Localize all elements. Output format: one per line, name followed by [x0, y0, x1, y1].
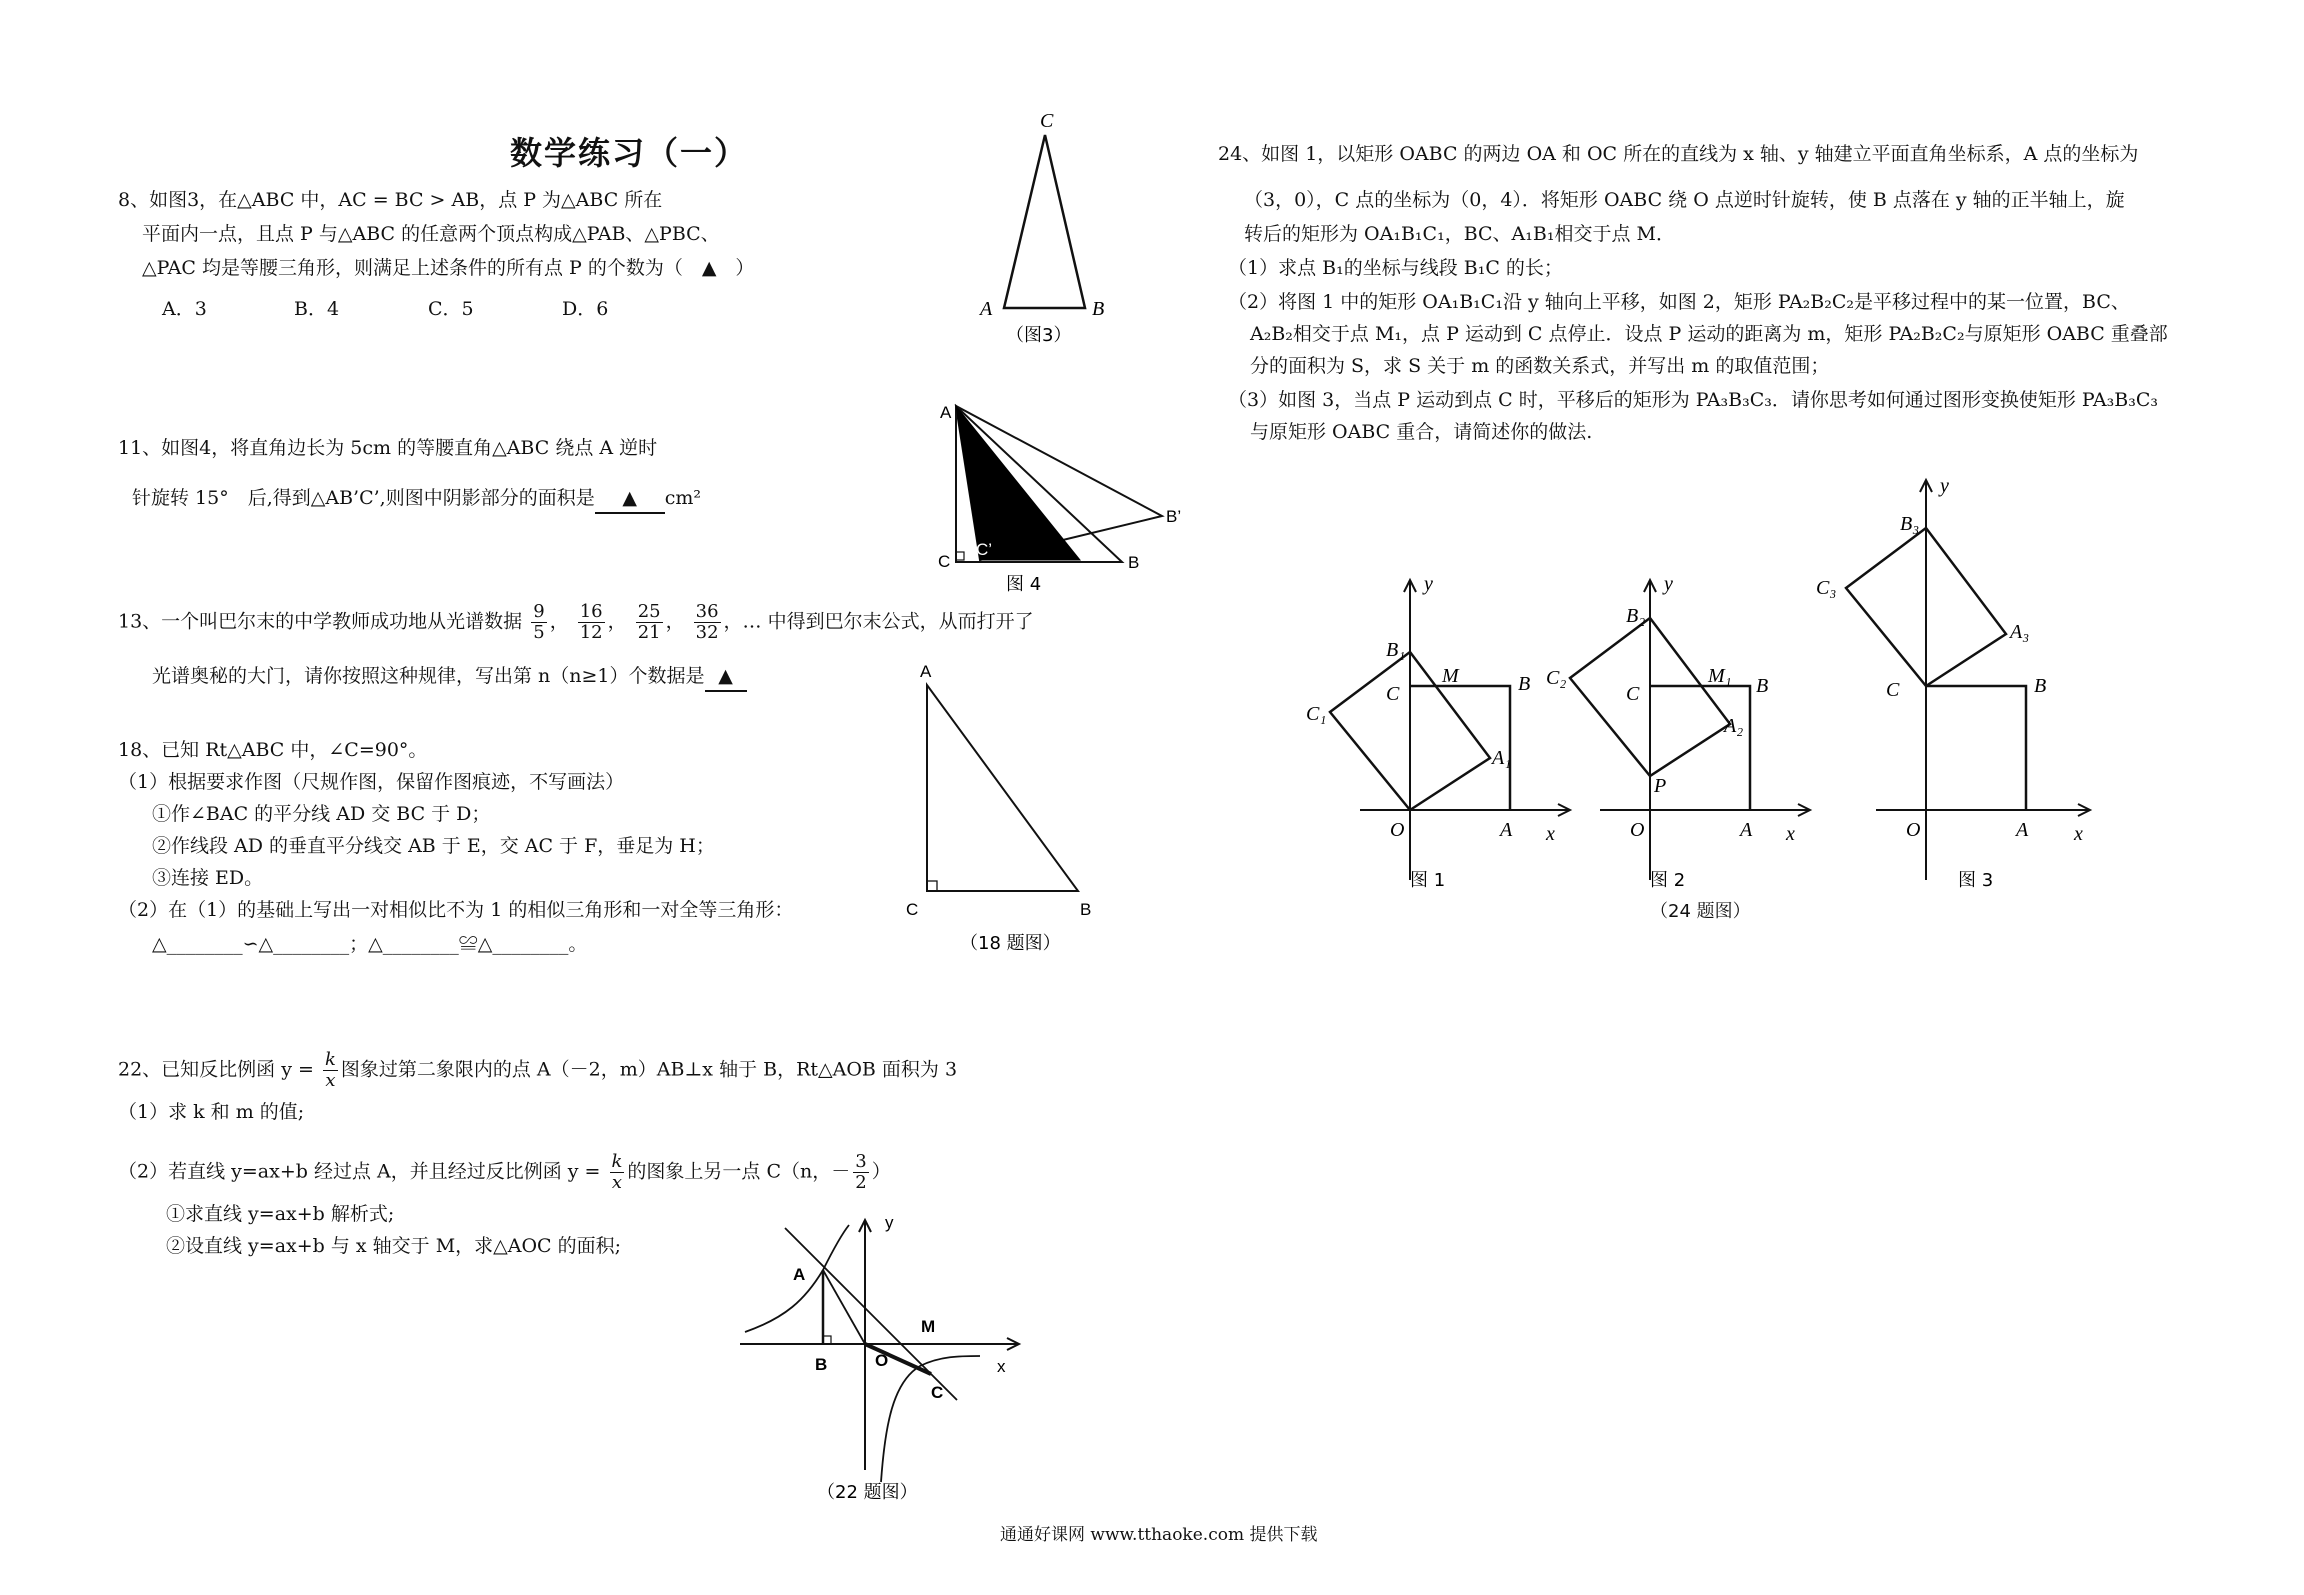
fig2-label-b: B: [1756, 675, 1769, 697]
q22-frac2a-num: k: [611, 1151, 623, 1172]
fig3-label-a: A: [2016, 819, 2029, 841]
q22-line3: [118, 1152, 891, 1193]
q18-line3: ①作∠BAC 的平分线 AD 交 BC 于 D；: [152, 803, 491, 825]
fig1-label-b1: B₁: [1386, 639, 1406, 661]
q18-label-b: B: [1080, 900, 1092, 919]
q24-line8: （3）如图 3，当点 P 运动到点 C 时，平移后的矩形为 PA₃B₃C₃．请你思考如何通过图形变换使矩形 PA₃B₃C₃: [1228, 389, 2159, 411]
q13-line1: 13、一个叫巴尔末的中学教师成功地从光谱数据 $\frac{9}{5}$ ， $\frac{16}{12}$ ， $\frac{25}{21}$ ， $\frac{36}{32}$ ，… 中得到巴尔末公式，从而打开了: [118, 601, 1034, 643]
fig1-label-c: C: [1386, 683, 1400, 705]
fig3-label-c3: C₃: [1816, 577, 1837, 599]
q18-line6: （2）在（1）的基础上写出一对相似比不为 1 的相似三角形和一对全等三角形：: [118, 899, 794, 921]
q11-label-cp: C’: [976, 540, 993, 559]
fig2-label-a: A: [1740, 819, 1753, 841]
q8-fig-caption: （图3）: [1006, 325, 1072, 346]
q22-label-o: O: [875, 1351, 889, 1370]
q8-label-a: A: [980, 298, 993, 320]
q22-label-a: A: [793, 1265, 806, 1284]
q22-label-x: x: [997, 1357, 1006, 1376]
q13-frac-2-den: 12: [579, 622, 603, 643]
q22-label-y: y: [885, 1213, 894, 1232]
q13-lead: 13、一个叫巴尔末的中学教师成功地从光谱数据: [118, 610, 523, 633]
q13-blank: ▲: [705, 662, 747, 692]
q13-frac-1-den: 5: [533, 622, 545, 643]
q13-frac-2: [578, 602, 605, 643]
q18-line4: ②作线段 AD 的垂直平分线交 AB 于 E，交 AC 于 F，垂足为 H；: [152, 835, 715, 857]
q22-line3-mid: 的图象上另一点 C（n，－: [627, 1160, 851, 1183]
q8-option-b: B．4: [294, 298, 340, 320]
fig1-label-x: x: [1546, 823, 1555, 845]
q22-fig-caption: （22 题图）: [817, 1482, 918, 1503]
q22-frac-den: x: [325, 1070, 336, 1091]
q22-lead: 22、已知反比例函 y =: [118, 1058, 314, 1081]
q22-frac-3-2: [853, 1152, 868, 1193]
fig3-label-b3: B₃: [1900, 513, 1920, 535]
fig2-label-c: C: [1626, 683, 1640, 705]
fig3-label-y: y: [1940, 475, 1949, 497]
q13-frac-4: [694, 602, 721, 643]
fig1-caption: 图 1: [1410, 870, 1446, 891]
fig2-label-c2: C₂: [1546, 667, 1567, 689]
q18-line1: 18、已知 Rt△ABC 中，∠C=90°。: [118, 739, 428, 761]
q8-figure: [960, 105, 1120, 345]
q24-fig1: [1300, 560, 1580, 900]
fig3-label-c: C: [1886, 679, 1900, 701]
q8-label-b: B: [1092, 298, 1105, 320]
q11-blank: ▲: [595, 484, 665, 514]
fig1-label-m: M: [1442, 665, 1459, 687]
q11-line2: 针旋转 15° 后,得到△AB’C’,则图中阴影部分的面积是: [132, 487, 595, 509]
q13-frac-2-num: 16: [579, 601, 603, 622]
q24-line2: （3，0），C 点的坐标为（0，4）．将矩形 OABC 绕 O 点逆时针旋转，使 B 点落在 y 轴的正半轴上，旋: [1244, 189, 2125, 211]
q11-line2-wrap: [132, 484, 701, 514]
q18-fig-caption: （18 题图）: [960, 933, 1061, 954]
q22-line1: [118, 1050, 957, 1091]
q18-figure: [900, 655, 1120, 955]
q22-label-m: M: [921, 1317, 936, 1336]
q13-line2-wrap: [152, 662, 747, 692]
fig2-label-o: O: [1630, 819, 1645, 841]
q24-line1: 24、如图 1，以矩形 OABC 的两边 OA 和 OC 所在的直线为 x 轴、y 轴建立平面直角坐标系，A 点的坐标为: [1218, 143, 2139, 165]
q8-option-a: A．3: [162, 298, 207, 320]
q22-line5: ②设直线 y=ax+b 与 x 轴交于 M，求△AOC 的面积;: [166, 1235, 622, 1257]
q22-frac2a-den: x: [611, 1172, 623, 1193]
q22-line3-lead: （2）若直线 y=ax+b 经过点 A，并且经过反比例函 y =: [118, 1160, 601, 1183]
q24-fig2: [1540, 560, 1820, 900]
q22-label-b: B: [815, 1355, 828, 1374]
fig3-label-b: B: [2034, 675, 2047, 697]
q13-frac-3: [636, 602, 663, 643]
q11-label-b: B: [1128, 553, 1140, 572]
q24-line5: （2）将图 1 中的矩形 OA₁B₁C₁沿 y 轴向上平移，如图 2，矩形 PA₂B₂C₂是平移过程中的某一位置，BC、: [1228, 291, 2130, 313]
fig1-label-c1: C₁: [1306, 703, 1327, 725]
q22-tail: 图象过第二象限内的点 A（－2，m）AB⊥x 轴于 B，Rt△AOB 面积为 3: [340, 1058, 958, 1081]
footer: 通通好课网 www.tthaoke.com 提供下载: [1000, 1525, 1318, 1545]
fig1-label-y: y: [1424, 573, 1433, 595]
q24-line4: （1）求点 B₁的坐标与线段 B₁C 的长；: [1228, 257, 1563, 279]
fig2-label-a2: A₂: [1724, 715, 1744, 737]
q22-frac-k-x-2: [610, 1152, 625, 1193]
q13-frac-1: [531, 602, 546, 643]
q11-figure: [930, 400, 1190, 600]
q22-frac-num: k: [324, 1049, 336, 1070]
q22-line4: ①求直线 y=ax+b 解析式;: [166, 1203, 395, 1225]
fig2-label-p: P: [1654, 775, 1667, 797]
q8-option-c: C．5: [428, 298, 474, 320]
q13-frac-4-num: 36: [695, 601, 719, 622]
fig3-label-o: O: [1906, 819, 1921, 841]
q18-label-a: A: [920, 662, 932, 681]
q24-line6: A₂B₂相交于点 M₁，点 P 运动到 C 点停止．设点 P 运动的距离为 m，矩形 PA₂B₂C₂与原矩形 OABC 重叠部: [1250, 323, 2168, 345]
q8-option-d: D．6: [562, 298, 609, 320]
q8-line1: 8、如图3，在△ABC 中，AC = BC > AB，点 P 为△ABC 所在: [118, 189, 663, 211]
q24-line3: 转后的矩形为 OA₁B₁C₁，BC、A₁B₁相交于点 M．: [1244, 223, 1675, 245]
q22-figure: [735, 1200, 1035, 1503]
fig2-caption: 图 2: [1650, 870, 1686, 891]
q8-label-c: C: [1040, 110, 1054, 132]
fig2-label-y: y: [1664, 573, 1673, 595]
q18-line2: （1）根据要求作图（尺规作图，保留作图痕迹，不写画法）: [118, 771, 625, 793]
fig1-label-a: A: [1500, 819, 1513, 841]
q11-line1: 11、如图4，将直角边长为 5cm 的等腰直角△ABC 绕点 A 逆时: [118, 437, 658, 459]
fig3-label-x: x: [2074, 823, 2083, 845]
q18-line7: △________∽△________；△________≌△________。: [152, 933, 588, 955]
q11-label-bp: B’: [1166, 507, 1182, 526]
q24-figs-caption: （24 题图）: [1650, 901, 1751, 922]
q22-frac-k-x: [323, 1050, 338, 1091]
q8-line2: 平面内一点，且点 P 与△ABC 的任意两个顶点构成△PAB、△PBC、: [142, 223, 720, 245]
fig2-label-x: x: [1786, 823, 1795, 845]
q13-frac-3-den: 21: [637, 622, 661, 643]
q13-line2: 光谱奥秘的大门，请你按照这种规律，写出第 n（n≥1）个数据是: [152, 665, 705, 687]
q11-label-c: C: [938, 552, 951, 571]
fig1-label-a1: A₁: [1492, 747, 1512, 769]
q18-line5: ③连接 ED。: [152, 867, 264, 889]
q13-frac-4-den: 32: [695, 622, 719, 643]
fig2-label-m1: M₁: [1708, 665, 1732, 687]
q11-unit: cm²: [664, 487, 701, 509]
fig3-label-a3: A₃: [2010, 621, 2030, 643]
fig3-caption: 图 3: [1958, 870, 1994, 891]
fig1-label-b: B: [1518, 673, 1531, 695]
q13-tail: ，… 中得到巴尔末公式，从而打开了: [723, 610, 1034, 633]
q24-line7: 分的面积为 S，求 S 关于 m 的函数关系式，并写出 m 的取值范围；: [1250, 355, 1830, 377]
q22-line3-tail: ）: [871, 1160, 891, 1183]
q8-line3: △PAC 均是等腰三角形，则满足上述条件的所有点 P 的个数为（ ▲ ）: [142, 257, 755, 279]
q22-frac2-num: 3: [855, 1151, 867, 1172]
q18-label-c: C: [906, 900, 919, 919]
q22-line2: （1）求 k 和 m 的值;: [118, 1101, 305, 1123]
q11-label-a: A: [940, 403, 952, 422]
q13-frac-3-num: 25: [637, 601, 661, 622]
q13-frac-1-num: 9: [533, 601, 545, 622]
q22-frac2-den: 2: [855, 1172, 867, 1193]
fig1-label-o: O: [1390, 819, 1405, 841]
q24-fig3: [1810, 470, 2090, 900]
q24-line9: 与原矩形 OABC 重合，请简述你的做法.: [1250, 421, 1593, 443]
q22-label-c: C: [931, 1383, 944, 1402]
q11-fig-caption: 图 4: [1006, 574, 1042, 595]
page-title: 数学练习（一）: [510, 134, 749, 172]
fig2-label-b2: B₂: [1626, 605, 1646, 627]
